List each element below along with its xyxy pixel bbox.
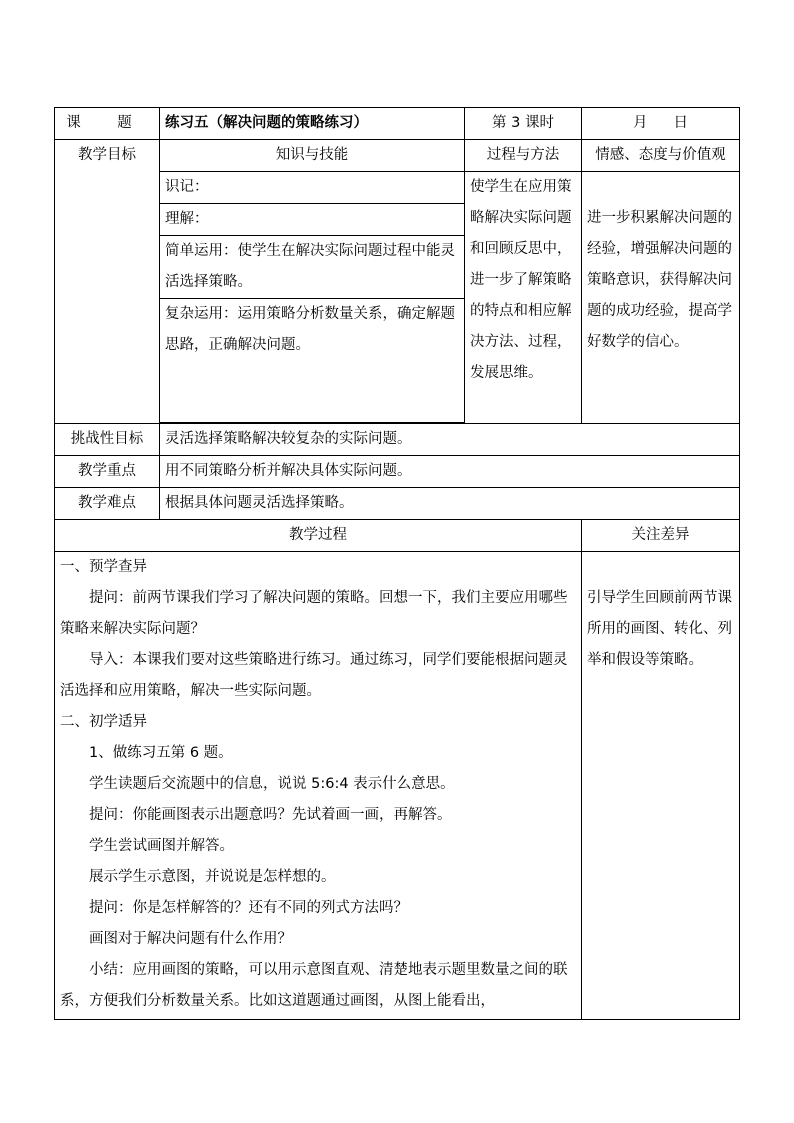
- challenge-label: 挑战性目标: [55, 424, 160, 456]
- diff-body: [582, 552, 740, 1020]
- goal-simple-use: 简单运用：使学生在解决实际问题过程中能灵活选择策略。: [160, 236, 465, 299]
- process-paragraph: 小结：应用画图的策略，可以用示意图直观、清楚地表示题里数量之间的联系，方便我们分析数量关系。比如这道题通过画图，从图上能看出，: [60, 962, 568, 1009]
- process-paragraph: 1、做练习五第 6 题。: [89, 745, 233, 761]
- goal-process-text: 使学生在应用策略解决实际问题和回顾反思中，进一步了解策略的特点和相应解决方法、过程，发展思维。: [465, 172, 582, 424]
- process-paragraph: 画图对于解决问题有什么作用？: [89, 931, 292, 947]
- goal-emotion-text: 进一步积累解决问题的经验，增强解决问题的策略意识，获得解决问题的成功经验，提高学好数学的信心。: [582, 172, 740, 424]
- process-paragraph: 提问：你是怎样解答的？还有不同的列式方法吗？: [89, 900, 408, 916]
- header-row: [55, 108, 740, 140]
- process-paragraph: 二、初学适异: [60, 714, 147, 730]
- challenge-row: [55, 424, 740, 456]
- topic-label: 课 题: [55, 108, 160, 140]
- process-body: [55, 552, 582, 1020]
- process-header-row: [55, 520, 740, 552]
- process-paragraph: 展示学生示意图，并说说是怎样想的。: [89, 869, 336, 885]
- goal-understand: 理解：: [160, 204, 465, 236]
- col-emotion-header: 情感、态度与价值观: [582, 140, 740, 172]
- date-day: 日: [673, 115, 688, 131]
- process-paragraph: 学生读题后交流题中的信息，说说 5:6:4 表示什么意思。: [89, 776, 455, 792]
- goals-label: 教学目标: [55, 140, 160, 424]
- process-paragraph: 导入：本课我们要对这些策略进行练习。通过练习，同学们要能根据问题灵活选择和应用策略，解决一些实际问题。: [60, 652, 568, 699]
- challenge-value: 灵活选择策略解决较复杂的实际问题。: [160, 424, 740, 456]
- key-point-row: [55, 456, 740, 488]
- diff-header: 关注差异: [582, 520, 740, 552]
- goals-header-row: [55, 140, 740, 172]
- goal-complex-use: 复杂运用：运用策略分析数量关系，确定解题思路，正确解决问题。: [160, 299, 465, 423]
- difficulty-row: [55, 488, 740, 520]
- process-header: 教学过程: [55, 520, 582, 552]
- process-paragraph: 提问：你能画图表示出题意吗？先试着画一画，再解答。: [89, 807, 452, 823]
- col-process-header: 过程与方法: [465, 140, 582, 172]
- process-paragraph: 一、预学查异: [60, 559, 147, 575]
- col-knowledge-header: 知识与技能: [160, 140, 465, 172]
- goal-memorize: 识记：: [160, 172, 465, 204]
- process-body-row: [55, 552, 740, 1020]
- key-point-value: 用不同策略分析并解决具体实际问题。: [160, 456, 740, 488]
- lesson-plan-table: [54, 107, 740, 1020]
- difficulty-value: 根据具体问题灵活选择策略。: [160, 488, 740, 520]
- process-paragraph: 学生尝试画图并解答。: [89, 838, 234, 854]
- date-month: 月: [633, 115, 648, 131]
- topic-value: 练习五（解决问题的策略练习）: [160, 108, 465, 140]
- date-cell: [582, 108, 740, 140]
- diff-note: 引导学生回顾前两节课所用的画图、转化、列举和假设等策略。: [587, 590, 732, 668]
- key-point-label: 教学重点: [55, 456, 160, 488]
- process-paragraph: 提问：前两节课我们学习了解决问题的策略。回想一下，我们主要应用哪些策略来解决实际问题？: [60, 590, 568, 637]
- lesson-number: 第 3 课时: [465, 108, 582, 140]
- difficulty-label: 教学难点: [55, 488, 160, 520]
